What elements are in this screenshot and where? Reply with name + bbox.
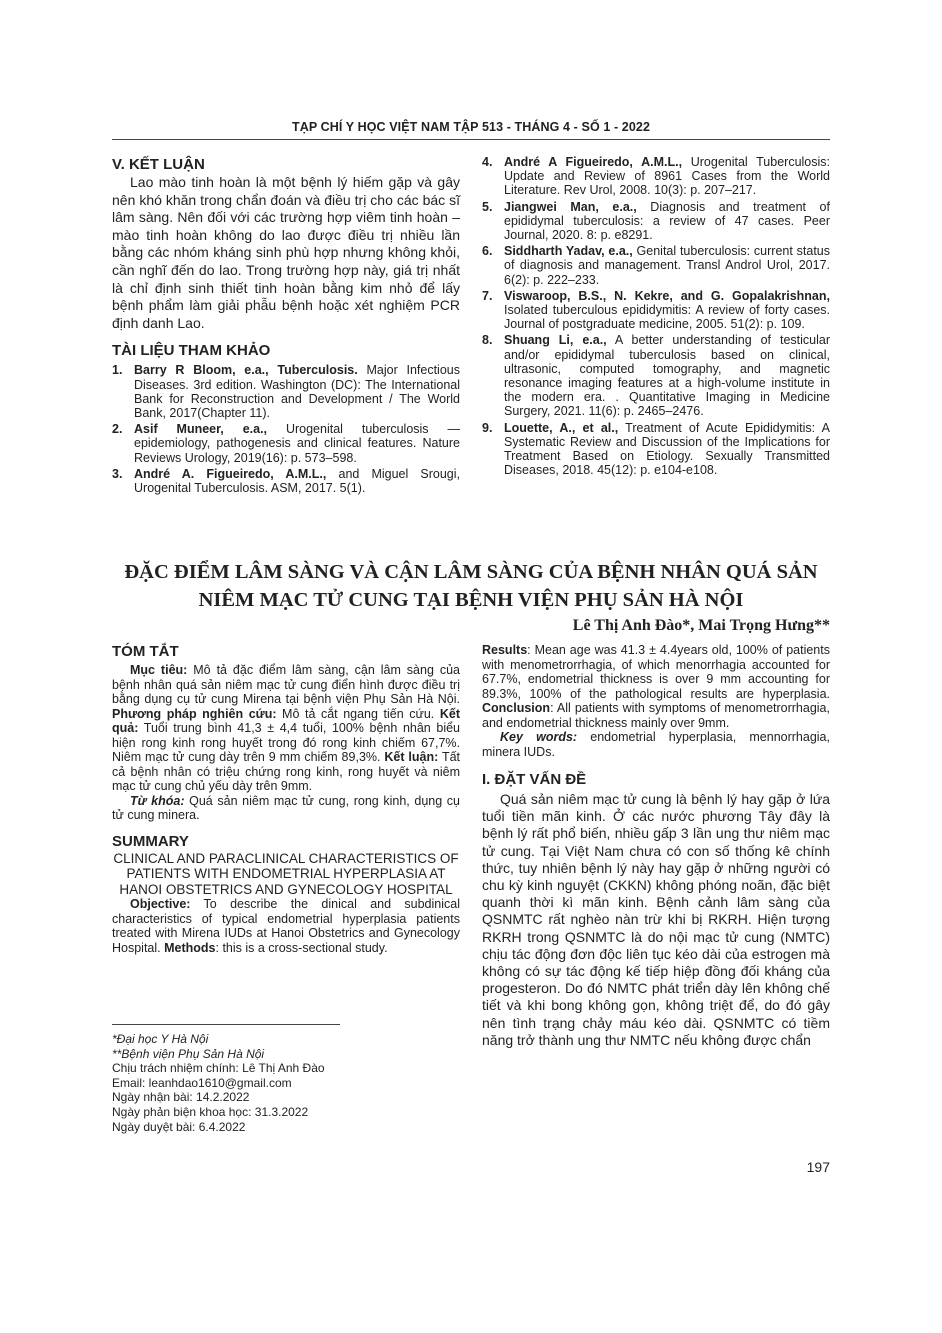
reference-item: 2. Asif Muneer, e.a., Urogenital tuberculosis — epidemiology, pathogenesis and clinical features. Nature Reviews Urology, 2019(16): p. 573–598.	[112, 422, 460, 465]
introduction-text: Quá sản niêm mạc tử cung là bệnh lý hay gặp ở lứa tuổi tiền mãn kinh. Ở các nước phương Tây đây là bệnh lý rất phổ biến, nhiều gấp 3 lần ung thư niêm mạc tử cung. Tại Việt Nam chưa có con số thống kê chính thức, tuy nhiên bệnh lý này hay gặp ở những người có chu kỳ kinh nguyệt (CKKN) không phóng noãn, đặc biệt quanh thời kì mãn kinh. Bệnh cảnh lâm sàng của QSNMTC rất nghèo nàn trừ khi bị RKRH. Hiện tượng RKRH trong QSNMTC là do nội mạc tử cung (NMTC) chịu tác động đơn độc liên tục kéo dài của estrogen mà không có sự tác động kế tiếp hiệp đồng đối kháng của progesteron. Do đó NMTC phát triển dày lên không chế tiết và khi bong không gọn, không triệt để, do đó gây nên tình trạng chảy máu kéo dài. QSNMTC có tiềm năng trở thành ung thư NMTC nếu không được chẩn	[482, 791, 830, 1048]
conclusion-text: Lao mào tinh hoàn là một bệnh lý hiếm gặp và gây nên khó khăn trong chẩn đoán và điều trị cho các bác sĩ lâm sàng. Nên đối với các trường hợp viêm tinh hoàn – mào tinh hoàn không do lao được điều trị nhiều lần bằng các nhóm kháng sinh phù hợp nhưng không khỏi, cần nghĩ đến do lao. Trong trường hợp này, giá trị nhất là chỉ định sinh thiết tinh hoàn bằng kim nhỏ để lấy bệnh phẩm làm giải phẫu bệnh hoặc xét nghiệm PCR định danh Lao.	[112, 174, 460, 331]
email-line: Email: leanhdao1610@gmail.com	[112, 1075, 292, 1090]
summary-keywords: Key words: endometrial hyperplasia, mennorrhagia, minera IUDs.	[482, 730, 830, 759]
summary-heading: SUMMARY	[112, 832, 189, 850]
article-title	[112, 558, 830, 614]
corresponding-author: Chịu trách nhiệm chính: Lê Thị Anh Đào	[112, 1061, 325, 1076]
article-authors: Lê Thị Anh Đào*, Mai Trọng Hưng**	[572, 617, 830, 634]
article-title-line-1: ĐẶC ĐIỂM LÂM SÀNG VÀ CẬN LÂM SÀNG CỦA BỆNH NHÂN QUÁ SẢN	[124, 561, 818, 583]
review-date: Ngày phản biện khoa học: 31.3.2022	[112, 1104, 309, 1119]
reference-item: 5. Jiangwei Man, e.a., Diagnosis and treatment of epididymal tuberculosis: a review of 47 cases. Peer Journal, 2020. 8: p. e8291.	[482, 199, 830, 243]
summary-body-left: Objective: To describe the dinical and subdinical characteristics of typical endometrial hyperplasia patients treated with Mirena IUDs at Hanoi Obstetrics and Gynecology Hospital. Methods: this is a cross-sectional study.	[112, 897, 460, 955]
introduction-heading: I. ĐẶT VẤN ĐỀ	[482, 771, 587, 788]
reference-item: 4. André A Figueiredo, A.M.L., Urogenital Tuberculosis: Update and Review of 8961 Cases from the World Literature. Rev Urol, 2008. 10(3): p. 207–217.	[482, 155, 830, 198]
abstract-vi-keywords: Từ khóa: Quá sản niêm mạc tử cung, rong kinh, dụng cụ tử cung minera.	[112, 793, 460, 822]
abstract-heading: TÓM TẮT	[112, 643, 179, 660]
reference-item: 3. André A. Figueiredo, A.M.L., and Miguel Srougi, Urogenital Tuberculosis. ASM, 2017. 5(1).	[112, 466, 461, 495]
received-date: Ngày nhận bài: 14.2.2022	[112, 1090, 250, 1105]
journal-header: TẠP CHÍ Y HỌC VIỆT NAM TẬP 513 - THÁNG 4 - SỐ 1 - 2022	[291, 120, 651, 134]
conclusion-heading: V. KẾT LUẬN	[112, 156, 205, 173]
right-column-top	[482, 155, 830, 479]
reference-item: 1. Barry R Bloom, e.a., Tuberculosis. Major Infectious Diseases. 3rd edition. Washington (DC): The International Bank for Reconstruction and Development / The World Bank, 2017(Chapter 11).	[112, 363, 460, 420]
footnote-rule	[112, 1024, 340, 1025]
summary-body-right: Results: Mean age was 41.3 ± 4.4years old, 100% of patients with menometrorrhagia, of which menorrhagia accounted for 67.7%, endometrial thickness is over 9 mm accounting for 89.3%, 100% of the pathological results are hyperplasia. Conclusion: All patients with symptoms of menometrorrhagia, and endometrial thickness mainly over 9mm.	[482, 643, 830, 730]
reference-item: 7. Viswaroop, B.S., N. Kekre, and G. Gopalakrishnan, Isolated tuberculous epididymitis: A review of forty cases. Journal of postgraduate medicine, 2005. 51(2): p. 109.	[482, 288, 830, 332]
reference-item: 9. Louette, A., et al., Treatment of Acute Epididymitis: A Systematic Review and Discussion of the Implications for Treatment Based on Etiology. Sexually Transmitted Diseases, 2018. 45(12): p. e104-e108.	[482, 420, 830, 478]
approval-date: Ngày duyệt bài: 6.4.2022	[112, 1119, 246, 1134]
footnotes	[112, 1032, 462, 1134]
article-title-line-2: NIÊM MẠC TỬ CUNG TẠI BỆNH VIỆN PHỤ SẢN HÀ NỘI	[198, 589, 744, 611]
abstract-vi-body: Mục tiêu: Mô tả đặc điểm lâm sàng, cận lâm sàng của bệnh nhân quá sản niêm mạc tử cung điển hình được điều trị bằng dụng cụ tử cung Mirena tại bệnh viện Phụ Sản Hà Nội. Phương pháp nghiên cứu: Mô tả cắt ngang tiến cứu. Kết quả: Tuổi trung bình 41,3 ± 4,4 tuổi, 100% bệnh nhân biểu hiện rong kinh rong huyết trong đó rong kinh chiếm 67,7%. Niêm mạc tử cung dày trên 9 mm chiếm 89,3%. Kết luận: Tất cả bệnh nhân có triệu chứng rong kinh, rong huyết và niêm mạc tử cung chủ yếu dày trên 9mm.	[112, 663, 461, 793]
page-number: 197	[806, 1159, 830, 1175]
left-column-bottom	[112, 643, 460, 955]
reference-item: 8. Shuang Li, e.a., A better understanding of testicular and/or epididymal tuberculosis based on clinical, ultrasonic, computed tomography, and magnetic resonance imaging features at a high-volume institute in the modern era. . Quantitative Imaging in Medicine Surgery, 2021. 11(6): p. 2465–2476.	[482, 333, 830, 419]
affiliation-1: *Đại học Y Hà Nội	[112, 1032, 209, 1046]
right-column-bottom	[482, 643, 830, 1049]
reference-item: 6. Siddharth Yadav, e.a., Genital tuberculosis: current status of diagnosis and management. Transl Androl Urol, 2017. 6(2): p. 222–233.	[482, 244, 830, 287]
references-heading: TÀI LIỆU THAM KHẢO	[112, 342, 271, 360]
summary-title: CLINICAL AND PARACLINICAL CHARACTERISTICS OF PATIENTS WITH ENDOMETRIAL HYPERPLASIA AT HANOI OBSTETRICS AND GYNECOLOGY HOSPITAL	[113, 850, 459, 897]
header-rule	[112, 139, 830, 140]
affiliation-2: **Bệnh viện Phụ Sản Hà Nội	[112, 1046, 265, 1061]
left-column-top	[112, 156, 460, 497]
